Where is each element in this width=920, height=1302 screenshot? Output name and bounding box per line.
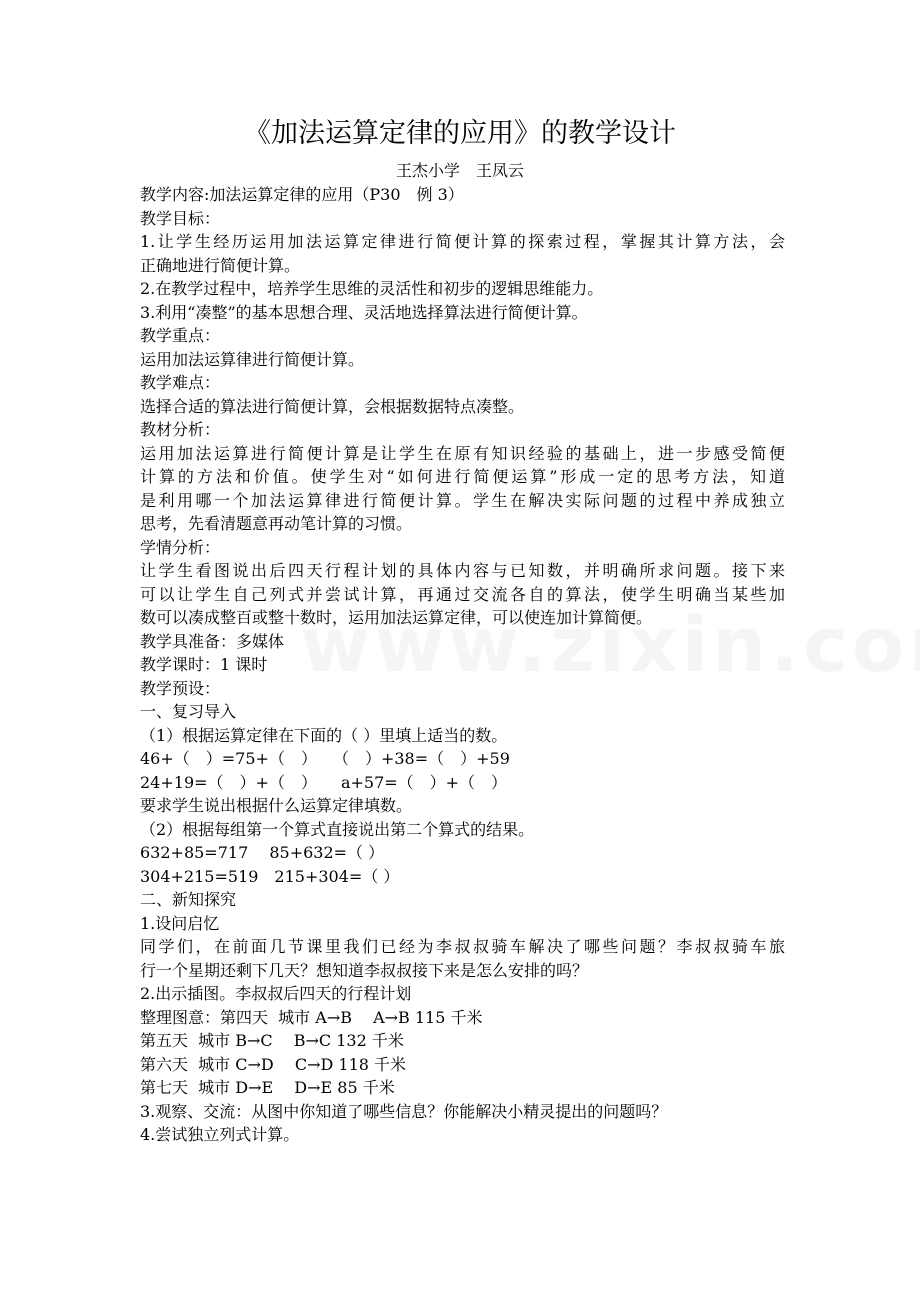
text-line: 学情分析：	[140, 537, 221, 557]
text-line: 正确地进行简便计算。	[140, 255, 301, 275]
text-line: （2）根据每组第一个算式直接说出第二个算式的结果。	[140, 819, 535, 839]
text-line: 同学们，在前面几节课里我们已经为李叔叔骑车解决了哪些问题？李叔叔骑车旅	[140, 937, 785, 956]
text-line: 教学重点：	[140, 326, 221, 345]
document-title: 《加法运算定律的应用》的教学设计	[244, 118, 676, 149]
text-line: 可以让学生自己列式并尝试计算，再通过交流各自的算法，使学生明确当某些加	[140, 584, 785, 604]
text-line: 教学课时：1 课时	[140, 655, 268, 674]
text-line: 1.设问启忆	[140, 913, 220, 933]
text-line: 第六天 城市 C→D C→D 118 千米	[140, 1054, 407, 1074]
text-line: 一、复习导入	[140, 702, 237, 721]
text-line: 运用加法运算律进行简便计算。	[140, 349, 365, 369]
text-line: 二、新知探究	[140, 890, 237, 909]
text-line: 要求学生说出根据什么运算定律填数。	[140, 796, 413, 815]
text-line: 教材分析：	[140, 420, 221, 439]
text-line: 教学目标：	[140, 208, 221, 228]
text-line: 4.尝试独立列式计算。	[140, 1125, 300, 1144]
text-line: 3.利用“凑整”的基本思想合理、灵活地选择算法进行简便计算。	[140, 302, 588, 322]
text-line: 思考，先看清题意再动笔计算的习惯。	[140, 514, 413, 533]
text-line: 46+（ ）=75+（ ） （ ）+38=（ ）+59	[140, 749, 510, 768]
text-line: 3.观察、交流：从图中你知道了哪些信息？你能解决小精灵提出的问题吗？	[140, 1101, 668, 1121]
text-line: 2.在教学过程中，培养学生思维的灵活性和初步的逻辑思维能力。	[140, 279, 604, 298]
text-line: 整理图意：第四天 城市 A→B A→B 115 千米	[140, 1007, 483, 1027]
text-line: 第五天 城市 B→C B→C 132 千米	[140, 1031, 404, 1050]
text-line: 教学难点：	[140, 373, 221, 392]
text-line: 行一个星期还剩下几天？想知道李叔叔接下来是怎么安排的吗？	[140, 960, 589, 980]
text-line: 1.让学生经历运用加法运算定律进行简便计算的探索过程，掌握其计算方法，会	[140, 232, 785, 251]
text-line: 计算的方法和价值。使学生对“如何进行简便运算”形成一定的思考方法，知道	[140, 467, 785, 486]
text-line: （1）根据运算定律在下面的（ ）里填上适当的数。	[140, 725, 508, 745]
document-body	[140, 183, 785, 1147]
text-line: 数可以凑成整百或整十数时，运用加法运算定律，可以使连加计算简便。	[140, 608, 653, 627]
document-author: 王杰小学 王凤云	[395, 161, 524, 180]
text-line: 2.出示插图。李叔叔后四天的行程计划	[140, 984, 412, 1003]
text-line: 教学内容:加法运算定律的应用（P30 例 3）	[140, 185, 464, 204]
text-line: 632+85=717 85+632=（ ）	[140, 843, 385, 862]
text-line: 让学生看图说出后四天行程计划的具体内容与已知数，并明确所求问题。接下来	[140, 561, 785, 580]
text-line: 是利用哪一个加法运算律进行简便计算。学生在解决实际问题的过程中养成独立	[140, 490, 785, 510]
text-line: 第七天 城市 D→E D→E 85 千米	[140, 1078, 395, 1097]
text-line: 304+215=519 215+304=（ ）	[140, 866, 400, 886]
text-line: 教学预设：	[140, 678, 221, 698]
text-line: 运用加法运算进行简便计算是让学生在原有知识经验的基础上，进一步感受简便	[140, 443, 785, 463]
text-line: 教学具准备：多媒体	[140, 631, 285, 651]
text-line: 24+19=（ ）+（ ） a+57=（ ）+（ ）	[140, 772, 508, 792]
text-line: 选择合适的算法进行简便计算，会根据数据特点凑整。	[140, 396, 525, 416]
